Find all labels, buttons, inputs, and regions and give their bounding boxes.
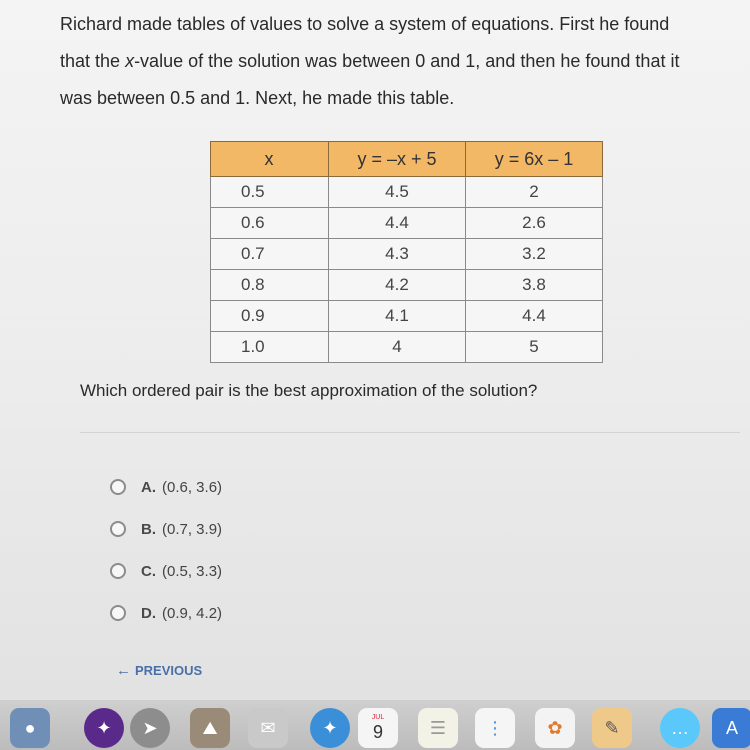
prompt-text: Which ordered pair is the best approximation of the solution? [80, 381, 538, 400]
table-row [211, 301, 603, 332]
choice-text: (0.6, 3.6) [162, 478, 223, 496]
cell-y2: 4.4 [466, 301, 603, 332]
question-line-3: was between 0.5 and 1. Next, he made this table. [60, 88, 455, 108]
answer-choices [110, 466, 222, 634]
choice-text: (0.5, 3.3) [162, 562, 223, 580]
header-equation-2: y = 6x – 1 [466, 142, 603, 177]
cell-y2: 2.6 [466, 208, 603, 239]
cell-x: 0.8 [211, 270, 329, 301]
safari-icon[interactable]: ✦ [310, 708, 350, 748]
cell-y2: 3.8 [466, 270, 603, 301]
radio-button[interactable] [110, 521, 126, 537]
choice-text: (0.9, 4.2) [162, 604, 223, 622]
divider [80, 432, 740, 433]
choice-b[interactable] [110, 508, 222, 550]
photos-app-icon[interactable]: ⛰ [190, 708, 230, 748]
cell-y1: 4.1 [329, 301, 466, 332]
table-row [211, 177, 603, 208]
notes-icon[interactable]: ☰ [418, 708, 458, 748]
mail-icon[interactable]: ✉ [248, 708, 288, 748]
finder-icon[interactable]: ● [10, 708, 50, 748]
question-variable: x [125, 51, 135, 71]
calendar-icon[interactable] [358, 708, 398, 748]
table-header-row [211, 142, 603, 177]
question-line-1: Richard made tables of values to solve a system of equations. First he found [60, 14, 670, 34]
choice-letter: B. [141, 520, 156, 538]
cell-y2: 5 [466, 332, 603, 363]
choice-c[interactable] [110, 550, 222, 592]
question-line-2-end: -value of the solution was between 0 and 1, and then he found that it [134, 51, 680, 71]
cell-x: 1.0 [211, 332, 329, 363]
values-table [210, 141, 603, 363]
cell-y1: 4.4 [329, 208, 466, 239]
cell-x: 0.6 [211, 208, 329, 239]
previous-label: PREVIOUS [135, 663, 203, 678]
question-line-2 [60, 43, 730, 80]
radio-button[interactable] [110, 479, 126, 495]
header-x: x [211, 142, 329, 177]
question-text [60, 6, 730, 117]
cell-x: 0.7 [211, 239, 329, 270]
choice-letter: A. [141, 478, 156, 496]
cell-y1: 4.5 [329, 177, 466, 208]
photos-icon[interactable]: ✿ [535, 708, 575, 748]
choice-letter: C. [141, 562, 156, 580]
previous-button[interactable] [116, 662, 202, 679]
cell-y1: 4.2 [329, 270, 466, 301]
launchpad-icon[interactable]: ➤ [130, 708, 170, 748]
choice-d[interactable] [110, 592, 222, 634]
table-row [211, 208, 603, 239]
cell-y1: 4.3 [329, 239, 466, 270]
dock [0, 700, 750, 750]
cell-y1: 4 [329, 332, 466, 363]
choice-text: (0.7, 3.9) [162, 520, 223, 538]
arrow-left-icon: ← [116, 662, 131, 679]
calendar-month: JUL [371, 714, 385, 721]
table-row [211, 270, 603, 301]
header-equation-1: y = –x + 5 [329, 142, 466, 177]
messages-icon[interactable]: … [660, 708, 700, 748]
radio-button[interactable] [110, 563, 126, 579]
reminders-icon[interactable]: ⋮ [475, 708, 515, 748]
table-row [211, 332, 603, 363]
cell-y2: 3.2 [466, 239, 603, 270]
app-store-icon[interactable]: A [712, 708, 750, 748]
choice-letter: D. [141, 604, 156, 622]
choice-a[interactable] [110, 466, 222, 508]
radio-button[interactable] [110, 605, 126, 621]
siri-icon[interactable]: ✦ [84, 708, 124, 748]
table-row [211, 239, 603, 270]
cell-x: 0.5 [211, 177, 329, 208]
question-line-2-start: that the [60, 51, 126, 71]
cell-y2: 2 [466, 177, 603, 208]
cell-x: 0.9 [211, 301, 329, 332]
calendar-day: 9 [372, 722, 383, 742]
preview-icon[interactable]: ✎ [592, 708, 632, 748]
